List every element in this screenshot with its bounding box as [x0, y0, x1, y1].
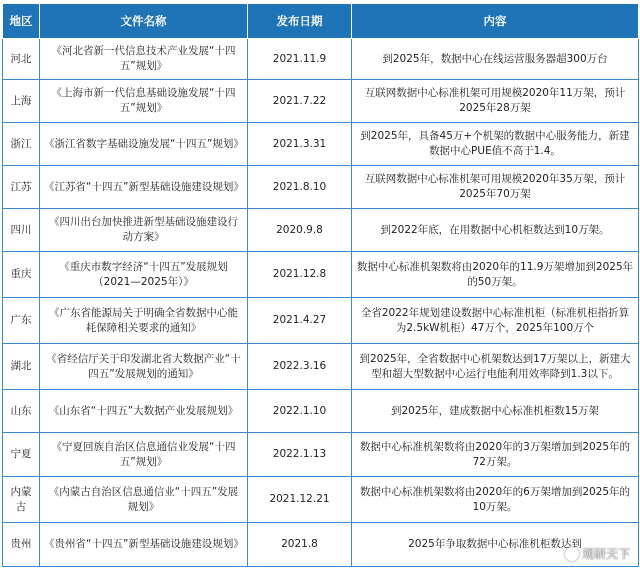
region-cell: 上海 [3, 80, 40, 123]
table-row [3, 39, 639, 80]
content-cell: 数据中心标准机架数将由2020年的6万架增加到2025年的10万架。 [352, 477, 639, 523]
region-cell: 广东 [3, 298, 40, 344]
content-cell: 2025年争取数据中心标准机柜数达到 [352, 523, 639, 567]
region-cell: 四川 [3, 209, 40, 252]
content-cell: 到2025年，数据中心在线运营服务器超300万台 [352, 39, 639, 80]
watermark [565, 545, 630, 562]
document-cell: 《山东省“十四五”大数据产业发展规划》 [40, 390, 248, 433]
content-cell: 到2022年底，在用数据中心机柜数达到10万架。 [352, 209, 639, 252]
watermark-logo-icon [565, 547, 579, 561]
document-cell: 《四川出台加快推进新型基础设施建设行动方案》 [40, 209, 248, 252]
header-date: 发布日期 [248, 4, 352, 39]
date-cell: 2022.3.16 [248, 344, 352, 390]
date-cell: 2021.4.27 [248, 298, 352, 344]
content-cell: 到2025年，建成数据中心标准机柜数15万架 [352, 390, 639, 433]
table-row [3, 433, 639, 477]
date-cell: 2022.1.13 [248, 433, 352, 477]
document-cell: 《江苏省“十四五”新型基础设施建设规划》 [40, 166, 248, 209]
content-cell: 全省2022年规划建设数据中心标准机柜（标准机柜指折算为2.5kW机柜）47万个，2025年100万个 [352, 298, 639, 344]
policy-table [2, 3, 639, 567]
table-row [3, 344, 639, 390]
document-cell: 《贵州省“十四五”新型基础设施建设规划》 [40, 523, 248, 567]
region-cell: 湖北 [3, 344, 40, 390]
document-cell: 《省经信厅关于印发湖北省大数据产业“十四五”发展规划的通知》 [40, 344, 248, 390]
region-cell: 河北 [3, 39, 40, 80]
table-row [3, 477, 639, 523]
document-cell: 《浙江省数字基础设施发展“十四五”规划》 [40, 123, 248, 166]
document-cell: 《广东省能源局关于明确全省数据中心能耗保障相关要求的通知》 [40, 298, 248, 344]
table-row [3, 523, 639, 567]
region-cell: 贵州 [3, 523, 40, 567]
region-cell: 江苏 [3, 166, 40, 209]
header-document: 文件名称 [40, 4, 248, 39]
table-row [3, 166, 639, 209]
date-cell: 2021.8.10 [248, 166, 352, 209]
content-cell: 互联网数据中心标准机架可用规模2020年35万架，预计2025年70万架 [352, 166, 639, 209]
content-cell: 互联网数据中心标准机架可用规模2020年11万架，预计2025年28万架 [352, 80, 639, 123]
region-cell: 重庆 [3, 252, 40, 298]
content-cell: 到2025年，具备45万+个机架的数据中心服务能力，新建数据中心PUE值不高于1.4。 [352, 123, 639, 166]
date-cell: 2021.3.31 [248, 123, 352, 166]
header-region: 地区 [3, 4, 40, 39]
table-row [3, 80, 639, 123]
date-cell: 2021.12.21 [248, 477, 352, 523]
region-cell: 内蒙古 [3, 477, 40, 523]
table-header-row [3, 4, 639, 39]
content-cell: 数据中心标准机架数将由2020年的3万架增加到2025年的72万架。 [352, 433, 639, 477]
table-row [3, 123, 639, 166]
table-row [3, 209, 639, 252]
header-content: 内容 [352, 4, 639, 39]
table-row [3, 252, 639, 298]
content-cell: 到2025年，全省数据中心机架数达到17万架以上，新建大型和超大型数据中心运行电能利用效率降到1.3以下。 [352, 344, 639, 390]
date-cell: 2021.7.22 [248, 80, 352, 123]
document-cell: 《宁夏回族自治区信息通信业发展“十四五”规划》 [40, 433, 248, 477]
date-cell: 2022.1.10 [248, 390, 352, 433]
content-cell: 数据中心标准机架数将由2020年的11.9万架增加到2025年的50万架。 [352, 252, 639, 298]
region-cell: 浙江 [3, 123, 40, 166]
date-cell: 2021.12.8 [248, 252, 352, 298]
table-row [3, 298, 639, 344]
document-cell: 《上海市新一代信息基础设施发展“十四五”规划》 [40, 80, 248, 123]
date-cell: 2020.9.8 [248, 209, 352, 252]
region-cell: 山东 [3, 390, 40, 433]
date-cell: 2021.11.9 [248, 39, 352, 80]
watermark-text: 观研天下 [581, 547, 630, 561]
document-cell: 《内蒙古自治区信息通信业“十四五”发展规划》 [40, 477, 248, 523]
date-cell: 2021.8 [248, 523, 352, 567]
document-cell: 《河北省新一代信息技术产业发展“十四五”规划》 [40, 39, 248, 80]
document-cell: 《重庆市数字经济“十四五”发展规划（2021—2025年）》 [40, 252, 248, 298]
region-cell: 宁夏 [3, 433, 40, 477]
table-row [3, 390, 639, 433]
